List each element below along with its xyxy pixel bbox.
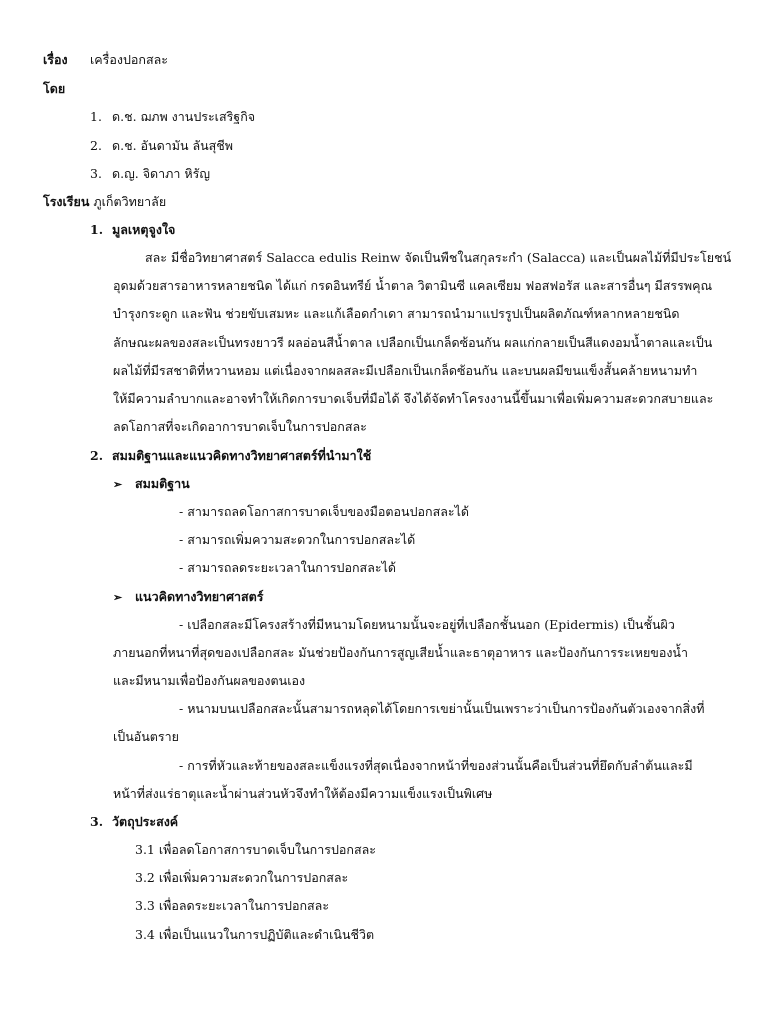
author-item <box>90 166 210 182</box>
list-item: - สามารถลดโอกาสการบาดเจ็บของมือตอนปอกสละได้ <box>179 504 469 519</box>
subsection-title: สมมติฐาน <box>135 476 190 491</box>
section-number: 1. <box>90 222 104 237</box>
section-heading <box>90 814 178 830</box>
author-number: 2. <box>90 138 102 153</box>
paragraph-line: ให้มีความลำบากและอาจทำให้เกิดการบาดเจ็บที่มือได้ จึงได้จัดทำโครงงานนี้ขึ้นมาเพื่อเพิ่มความสะดวกสบายและ <box>113 391 714 406</box>
paragraph-line: ลดโอกาสที่จะเกิดอาการบาดเจ็บในการปอกสละ <box>113 419 367 434</box>
subsection-heading <box>113 589 263 606</box>
list-item: 3.3 เพื่อลดระยะเวลาในการปอกสละ <box>135 898 330 913</box>
list-item: 3.4 เพื่อเป็นแนวในการปฏิบัติและดำเนินชีวิต <box>135 927 375 942</box>
school-line <box>43 194 166 210</box>
paragraph-line: - การที่หัวและท้ายของสละแข็งแรงที่สุดเนื่องจากหน้าที่ของส่วนนั้นคือเป็นส่วนที่ยึดกับลำต้นและมี <box>179 758 693 773</box>
section-number: 2. <box>90 448 104 463</box>
paragraph-line: สละ มีชื่อวิทยาศาสตร์ Salacca edulis Reinw จัดเป็นพืชในสกุลระกำ (Salacca) และเป็นผลไม้ที่มีประโยชน์ <box>145 250 732 265</box>
arrow-bullet-icon: ➢ <box>113 478 123 491</box>
subsection-title: แนวคิดทางวิทยาศาสตร์ <box>135 589 264 604</box>
school-label: โรงเรียน <box>43 194 90 209</box>
list-item: 3.2 เพื่อเพิ่มความสะดวกในการปอกสละ <box>135 870 349 885</box>
section-heading <box>90 448 371 464</box>
paragraph-line: ภายนอกที่หนาที่สุดของเปลือกสละ มันช่วยป้องกันการสูญเสียน้ำและธาตุอาหาร และป้องกันการระเหยของน้ำ <box>113 645 688 660</box>
subject-value: เครื่องปอกสละ <box>90 52 168 67</box>
paragraph-line: - เปลือกสละมีโครงสร้างที่มีหนามโดยหนามนั้นจะอยู่ที่เปลือกชั้นนอก (Epidermis) เป็นชั้นผิว <box>179 617 675 632</box>
author-number: 3. <box>90 166 102 181</box>
arrow-bullet-icon: ➢ <box>113 591 123 604</box>
author-name: ด.ญ. จิดาภา หิรัญ <box>112 166 210 181</box>
author-item <box>90 138 233 154</box>
section-heading <box>90 222 175 238</box>
subsection-heading <box>113 476 190 493</box>
list-item: - สามารถลดระยะเวลาในการปอกสละได้ <box>179 560 396 575</box>
school-value: ภูเก็ตวิทยาลัย <box>93 194 167 209</box>
paragraph-line: บำรุงกระดูก และฟัน ช่วยขับเสมหะ และแก้เลือดกำเดา สามารถนำมาแปรรูปเป็นผลิตภัณฑ์หลากหลายชนิด <box>113 306 680 321</box>
list-item: - สามารถเพิ่มความสะดวกในการปอกสละได้ <box>179 532 416 547</box>
section-title: สมมติฐานและแนวคิดทางวิทยาศาสตร์ที่นำมาใช้ <box>112 448 372 463</box>
section-title: วัตถุประสงค์ <box>112 814 179 829</box>
subject-label: เรื่อง <box>43 52 68 67</box>
section-number: 3. <box>90 814 104 829</box>
paragraph-line: เป็นอันตราย <box>113 729 179 744</box>
paragraph-line: และมีหนามเพื่อป้องกันผลของตนเอง <box>113 673 306 688</box>
paragraph-line: - หนามบนเปลือกสละนั้นสามารถหลุดได้โดยการเขย่านั้นเป็นเพราะว่าเป็นการป้องกันตัวเองจากสิ่งที่ <box>179 701 705 716</box>
author-name: ด.ช. อันดามัน ลันสุชีพ <box>112 138 234 153</box>
by-label: โดย <box>43 81 66 96</box>
author-item <box>90 109 255 125</box>
paragraph-line: หน้าที่ส่งแร่ธาตุและน้ำผ่านส่วนหัวจึงทำให้ต้องมีความแข็งแรงเป็นพิเศษ <box>113 786 493 801</box>
author-number: 1. <box>90 109 102 124</box>
author-name: ด.ช. ฌภพ งานประเสริฐกิจ <box>112 109 256 124</box>
section-title: มูลเหตุจูงใจ <box>112 222 176 237</box>
paragraph-line: ผลไม้ที่มีรสชาติที่หวานหอม แต่เนื่องจากผลสละมีเปลือกเป็นเกล็ดซ้อนกัน และบนผลมีขนแข็งสั้นคล้ายหนามทำ <box>113 363 698 378</box>
paragraph-line: ลักษณะผลของสละเป็นทรงยาวรี ผลอ่อนสีน้ำตาล เปลือกเป็นเกล็ดซ้อนกัน ผลแก่กลายเป็นสีแดงอมน้ำตาลและเป็น <box>113 335 713 350</box>
list-item: 3.1 เพื่อลดโอกาสการบาดเจ็บในการปอกสละ <box>135 842 376 857</box>
paragraph-line: อุดมด้วยสารอาหารหลายชนิด ได้แก่ กรดอินทรีย์ น้ำตาล วิตามินซี แคลเซียม ฟอสฟอรัส และสารอื่นๆ มีสรรพคุณ <box>113 278 713 293</box>
